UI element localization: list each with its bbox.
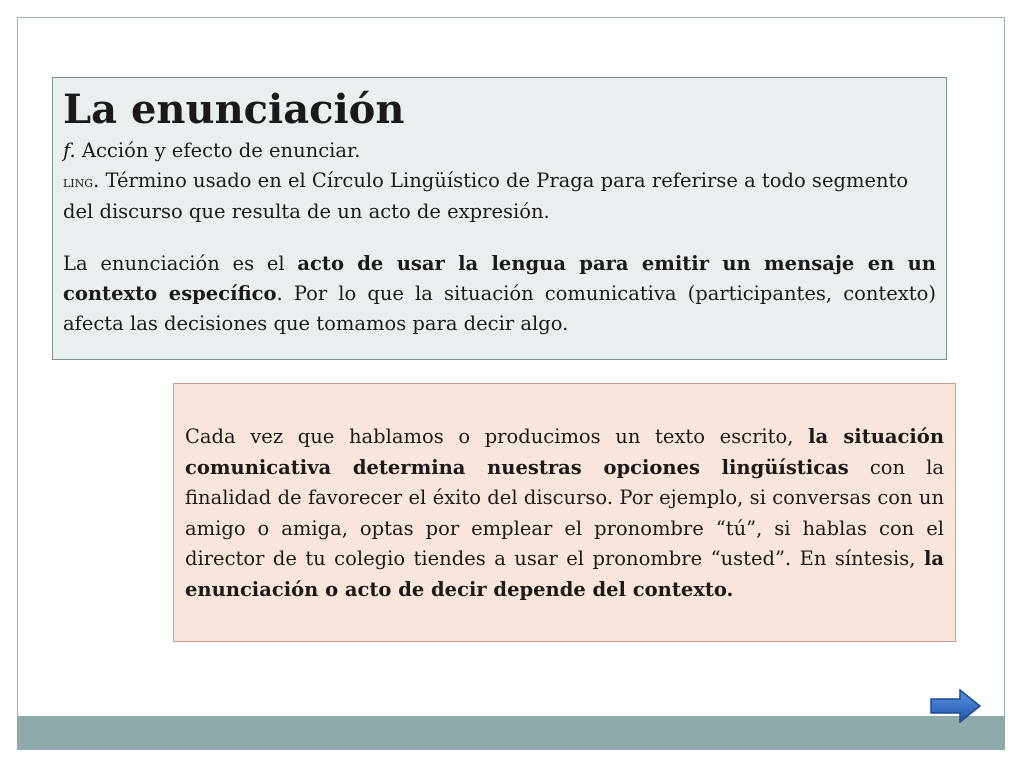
grammar-marker: f.: [63, 139, 76, 162]
right-arrow-icon: [930, 689, 982, 723]
slide-title: La enunciación: [63, 86, 405, 133]
definition-sense-1: [63, 136, 936, 166]
para-start: La enunciación es el: [63, 252, 298, 275]
example-box: [173, 383, 956, 642]
example-bold-2: la enunciación o acto de decir depende del contexto.: [185, 547, 944, 601]
example-paragraph: [185, 422, 944, 605]
example-text-1: Cada vez que hablamos o producimos un texto escrito,: [185, 425, 809, 448]
example-bold-1: la situación comunicativa determina nuestras opciones lingüísticas: [185, 425, 944, 479]
sense-1-text: Acción y efecto de enunciar.: [75, 139, 361, 162]
para-end: . Por lo que la situación comunicativa (participantes, contexto) afecta las decisiones que tomamos para decir algo.: [63, 282, 936, 335]
footer-bar: [17, 716, 1005, 750]
sense-2-text: . Término usado en el Círculo Lingüístico de Praga para referirse a todo segmento del discurso que resulta de un acto de expresión.: [63, 169, 909, 223]
definition-box: [52, 77, 947, 360]
para-bold: acto de usar la lengua para emitir un mensaje en un contexto específico: [63, 252, 936, 305]
spacer: [63, 227, 936, 249]
next-slide-button[interactable]: [930, 689, 982, 723]
definition-sense-2: [63, 166, 936, 227]
field-label: ling: [63, 172, 94, 191]
example-text-2: con la finalidad de favorecer el éxito del discurso. Por ejemplo, si conversas con un amigo o amiga, optas por emplear el pronombre “tú”, si hablas con el director de tu colegio tiendes a usar el pronombre “usted”. En síntesis,: [185, 455, 944, 570]
definition-paragraph: [63, 249, 936, 339]
